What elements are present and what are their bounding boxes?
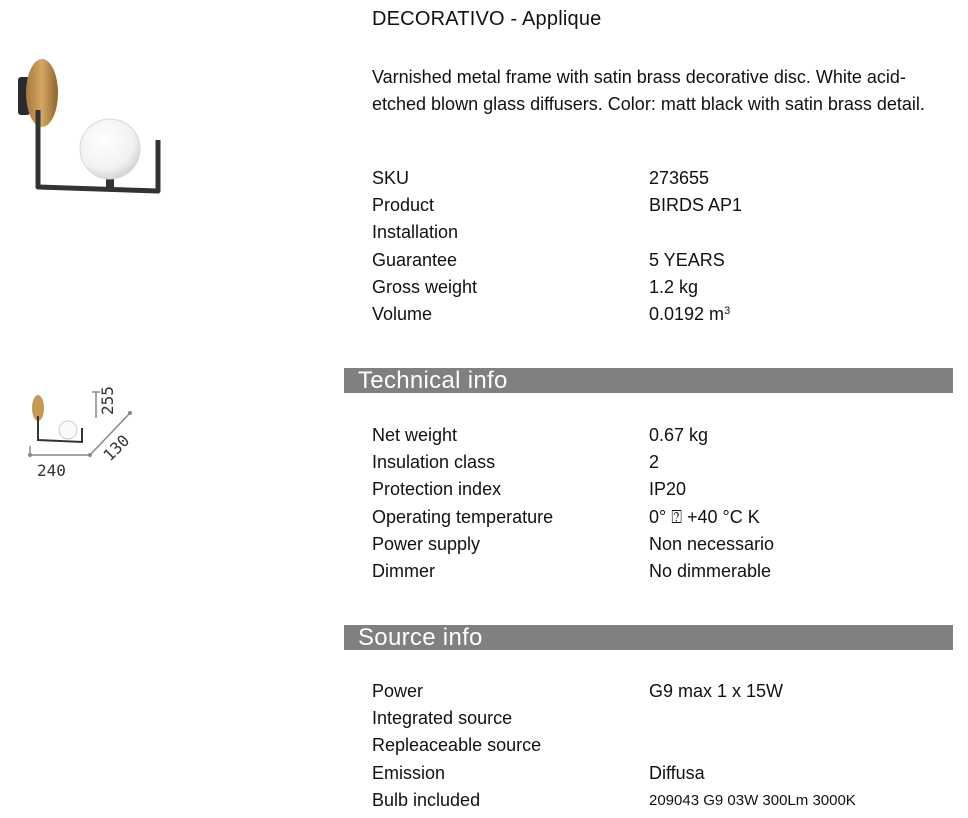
row-label: Installation [372, 222, 459, 243]
row-label: Operating temperature [372, 506, 554, 527]
technical-info-table [372, 422, 962, 585]
dimension-drawing [20, 370, 150, 485]
dim-width-label: 240 [37, 461, 66, 480]
tech-row-operating-temperature [372, 504, 962, 531]
row-label: Power supply [372, 533, 481, 554]
row-value: 209043 G9 03W 300Lm 3000K [649, 791, 856, 809]
row-label: Gross weight [372, 276, 478, 297]
row-label: Product [372, 195, 435, 216]
row-value: 2 [649, 452, 660, 473]
info-row-product [372, 192, 962, 219]
tech-row-power-supply [372, 531, 962, 558]
tech-row-protection-index [372, 476, 962, 503]
row-label: Power [372, 681, 424, 701]
row-label: Insulation class [372, 452, 496, 473]
row-label: SKU [372, 168, 410, 188]
product-title: DECORATIVO - Applique [372, 8, 602, 30]
volume-unit-exponent: 3 [724, 304, 731, 317]
tech-row-net-weight [372, 422, 962, 449]
tech-row-dimmer [372, 558, 962, 585]
row-value: BIRDS AP1 [649, 195, 743, 216]
row-value: 5 YEARS [649, 249, 725, 270]
row-value: Non necessario [649, 533, 775, 554]
row-value: 0.67 kg [649, 425, 709, 445]
row-value: G9 max 1 x 15W [649, 681, 784, 701]
general-info-table [372, 165, 962, 328]
source-row-replaceable-source [372, 732, 962, 759]
row-value: 0° ⍰ +40 °C K [649, 506, 760, 527]
row-value [649, 301, 730, 328]
info-row-gross-weight [372, 274, 962, 301]
row-label: Protection index [372, 479, 502, 500]
row-value: Diffusa [649, 762, 705, 783]
dim-height-label: 255 [98, 386, 117, 415]
dim-depth-label: 130 [99, 430, 134, 465]
row-label: Guarantee [372, 249, 458, 270]
row-value: IP20 [649, 479, 687, 500]
row-label: Emission [372, 762, 446, 783]
row-label: Integrated source [372, 708, 513, 729]
info-row-sku [372, 165, 962, 192]
info-row-guarantee [372, 247, 962, 274]
source-row-power [372, 678, 962, 705]
product-description: Varnished metal frame with satin brass decorative disc. White acid-etched blown glass diffusers. Color: matt black with satin brass detail. [372, 67, 925, 114]
source-row-bulb-included [372, 787, 962, 814]
row-value: 1.2 kg [649, 276, 699, 297]
info-row-volume [372, 301, 962, 328]
technical-info-heading: Technical info [344, 368, 953, 393]
row-value: No dimmerable [649, 560, 772, 581]
volume-value: 0.0192 m [649, 303, 725, 324]
row-label: Bulb included [372, 789, 481, 810]
row-label: Repleaceable source [372, 735, 542, 756]
source-row-integrated-source [372, 705, 962, 732]
source-info-table [372, 678, 962, 814]
row-label: Volume [372, 303, 433, 324]
row-value: 273655 [649, 168, 710, 188]
row-label: Net weight [372, 425, 458, 445]
tech-row-insulation-class [372, 449, 962, 476]
product-image [8, 55, 168, 205]
info-row-installation [372, 219, 962, 246]
row-label: Dimmer [372, 560, 435, 581]
source-row-emission [372, 760, 962, 787]
source-info-heading: Source info [344, 625, 953, 650]
